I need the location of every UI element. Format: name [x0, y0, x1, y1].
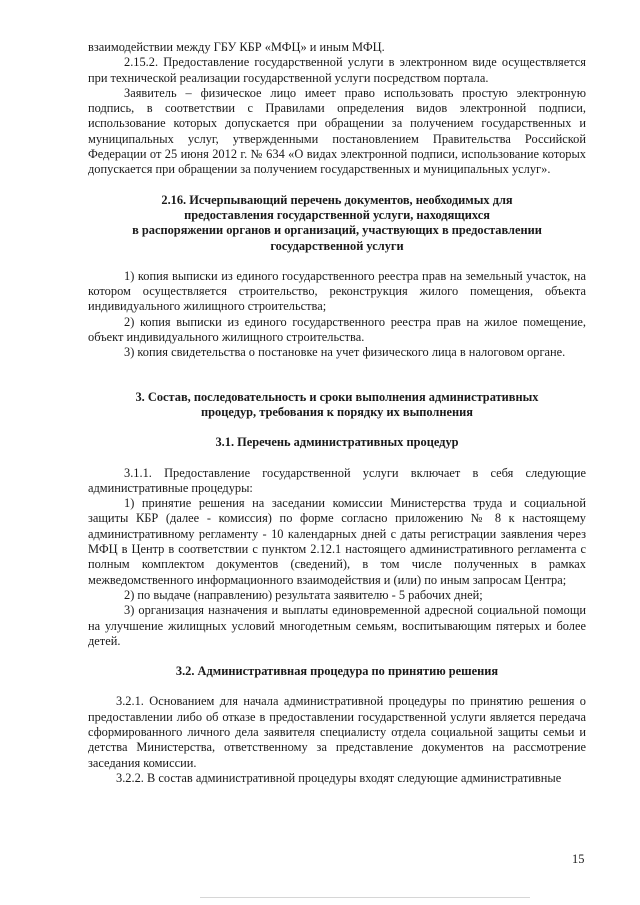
paragraph-2-15-2: 2.15.2. Предоставление государственной услуги в электронном виде осуществляется при технической реализации государственной услуги посредством портала.	[88, 55, 586, 85]
scan-artifact-line	[200, 897, 530, 898]
spacer	[88, 178, 586, 193]
spacer	[88, 649, 586, 664]
list-item-2-16-1: 1) копия выписки из единого государственного реестра прав на земельный участок, на котором осуществляется строительство, реконструкция жилого помещения, объекта индивидуального жилищного строительства;	[88, 268, 586, 314]
list-item-2-16-2: 2) копия выписки из единого государственного реестра прав на жилое помещение, объект индивидуального жилищного строительства.	[88, 314, 586, 345]
spacer	[88, 679, 586, 694]
spacer	[88, 420, 586, 435]
heading-2-16-line-4: государственной услуги	[270, 238, 404, 253]
spacer	[88, 361, 586, 390]
paragraph-applicant-signature: Заявитель – физическое лицо имеет право использовать простую электронную подпись, в соответствии с Правилами определения видов электронной подписи, использование которых допускается при обращении за получением государственных и муниципальных услуг, утвержденными постановлением Правительства Российской Федерации от 25 июня 2012 г. № 634 «О видах электронной подписи, использование которых допускается при обращении за получением государственных и муниципальных услуг».	[88, 85, 586, 177]
list-item-3-1-3: 3) организация назначения и выплаты единовременной адресной социальной помощи на улучшение жилищных условий многодетным семьям, воспитывающим пятерых и более детей.	[88, 603, 586, 648]
document-page	[88, 40, 586, 786]
paragraph-3-1-1: 3.1.1. Предоставление государственной услуги включает в себя следующие административные процедуры:	[88, 465, 586, 495]
list-item-3-1-2: 2) по выдаче (направлению) результата заявителю - 5 рабочих дней;	[124, 587, 483, 602]
heading-3-2: 3.2. Административная процедура по принятию решения	[175, 664, 499, 679]
heading-2-16-line-2: предоставления государственной услуги, находящихся	[184, 207, 490, 222]
page-number: 15	[572, 852, 585, 866]
list-item-3-1-1: 1) принятие решения на заседании комиссии Министерства труда и социальной защиты КБР (далее - комиссия) по форме согласно приложению № 8 к настоящему административному регламенту - 10 календарных дней с даты регистрации заявления через МФЦ в Центр в соответствии с пунктом 2.12.1 настоящего административного регламента с полным комплектом документов (сведений), в том числе полученных в рамках межведомственного информационного взаимодействия и (или) по иным запросам Центра;	[88, 496, 586, 587]
heading-3-line-2: процедур, требования к порядку их выполнения	[201, 404, 473, 419]
spacer	[88, 254, 586, 269]
list-item-2-16-3: 3) копия свидетельства о постановке на учет физического лица в налоговом органе.	[124, 345, 566, 360]
paragraph-3-2-2: 3.2.2. В состав административной процедуры входят следующие административные	[116, 770, 562, 785]
heading-2-16-line-1: 2.16. Исчерпывающий перечень документов, необходимых для	[161, 192, 513, 207]
paragraph-3-2-1: 3.2.1. Основанием для начала административной процедуры по принятию решения о предоставлении либо об отказе в предоставлении государственной услуги является передача сформированного личного дела заявителя специалисту отдела социальной защиты семьи и детства Министерства, ответственному за представление документов на рассмотрение заседания комиссии.	[88, 694, 586, 770]
paragraph-intro: взаимодействии между ГБУ КБР «МФЦ» и иным МФЦ.	[88, 40, 385, 54]
heading-3-1: 3.1. Перечень административных процедур	[215, 435, 459, 450]
spacer	[88, 451, 586, 466]
heading-3-line-1: 3. Состав, последовательность и сроки выполнения административных	[135, 389, 539, 404]
heading-2-16-line-3: в распоряжении органов и организаций, участвующих в предоставлении	[132, 223, 542, 238]
